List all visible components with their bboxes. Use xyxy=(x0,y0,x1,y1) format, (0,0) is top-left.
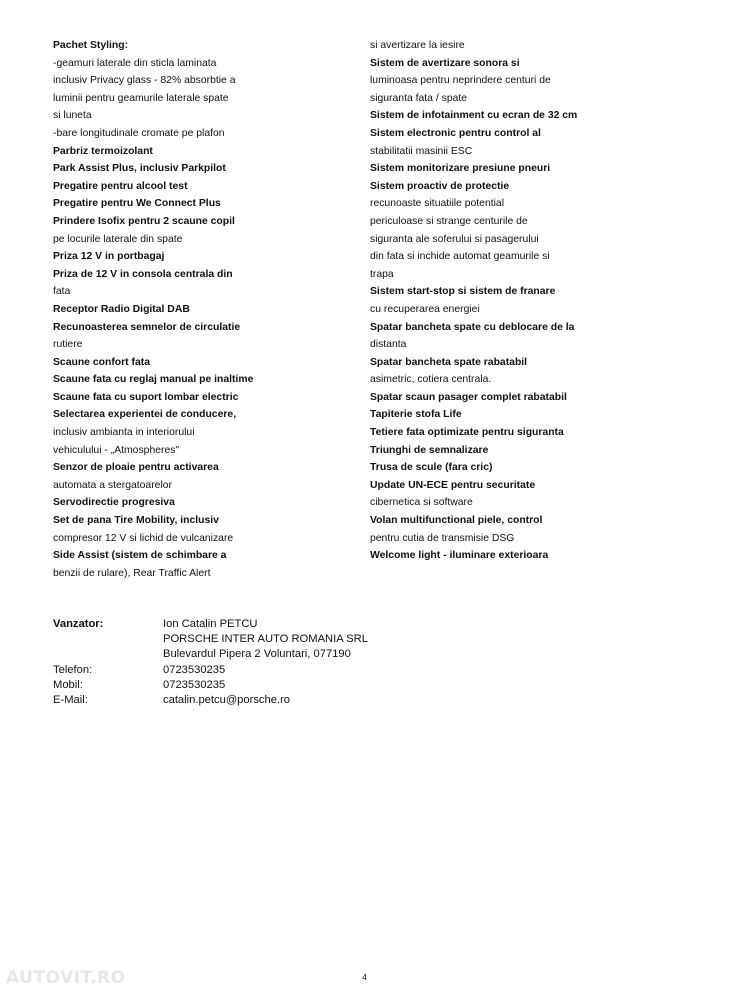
equipment-item-detail: pentru cutia de transmisie DSG xyxy=(370,532,515,544)
equipment-item-title: Trusa de scule (fara cric) xyxy=(370,462,493,474)
equipment-item-detail: distanta xyxy=(370,339,407,351)
page-number: 4 xyxy=(362,972,367,982)
equipment-item-detail: fata xyxy=(53,286,71,298)
phone-row xyxy=(53,663,368,678)
equipment-item-detail: siguranta fata / spate xyxy=(370,92,468,104)
equipment-item-title: Spatar bancheta spate rabatabil xyxy=(370,356,528,368)
equipment-item-title: Scaune confort fata xyxy=(53,356,150,368)
equipment-item-title: Scaune fata cu reglaj manual pe inaltime xyxy=(53,374,254,386)
equipment-item-title: Side Assist (sistem de schimbare a xyxy=(53,550,227,562)
equipment-item-detail: luminii pentru geamurile laterale spate xyxy=(53,92,229,104)
equipment-item-title: Selectarea experientei de conducere, xyxy=(53,409,237,421)
equipment-item-title: Sistem de infotainment cu ecran de 32 cm xyxy=(370,110,578,122)
seller-row xyxy=(53,617,368,632)
equipment-item-detail: cu recuperarea energiei xyxy=(370,303,480,315)
company-address: Bulevardul Pipera 2 Voluntari, 077190 xyxy=(163,648,351,661)
equipment-item-title: Prindere Isofix pentru 2 scaune copil xyxy=(53,215,235,227)
equipment-item-title: Pregatire pentru We Connect Plus xyxy=(53,198,221,210)
equipment-item-title: Priza 12 V in portbagaj xyxy=(53,251,165,263)
equipment-item-detail: cibernetica si software xyxy=(370,497,473,509)
equipment-item-detail: vehiculului - „Atmospheres" xyxy=(53,444,180,456)
address-row xyxy=(53,647,368,662)
mobile-row xyxy=(53,678,368,693)
equipment-item-title: Update UN-ECE pentru securitate xyxy=(370,479,536,491)
seller-name: Ion Catalin PETCU xyxy=(163,618,258,630)
phone-label: Telefon: xyxy=(53,663,93,676)
equipment-item-detail: din fata si inchide automat geamurile si xyxy=(370,251,550,263)
equipment-item-detail: asimetric, cotiera centrala. xyxy=(370,374,492,386)
equipment-item-title: Scaune fata cu suport lombar electric xyxy=(53,391,239,403)
equipment-item-detail: stabilitatii masinii ESC xyxy=(370,145,473,157)
equipment-item-title: Sistem de avertizare sonora si xyxy=(370,57,520,69)
email-value: catalin.petcu@porsche.ro xyxy=(163,693,291,706)
equipment-list-left xyxy=(53,37,353,582)
equipment-item-detail: benzii de rulare), Rear Traffic Alert xyxy=(53,567,211,579)
equipment-item-detail: pe locurile laterale din spate xyxy=(53,233,183,245)
equipment-item-detail: inclusiv ambianta in interiorului xyxy=(53,427,195,439)
company-name: PORSCHE INTER AUTO ROMANIA SRL xyxy=(163,633,368,646)
mobile-label: Mobil: xyxy=(53,678,83,691)
equipment-item-detail: trapa xyxy=(370,268,394,280)
equipment-item-title: Sistem start-stop si sistem de franare xyxy=(370,286,556,298)
seller-contact xyxy=(53,617,368,708)
watermark-logo: AUTOVIT.RO xyxy=(6,968,126,988)
equipment-item-title: Spatar scaun pasager complet rabatabil xyxy=(370,391,567,403)
equipment-item-title: Tapiterie stofa Life xyxy=(370,409,462,421)
equipment-item-detail: si avertizare la iesire xyxy=(370,40,465,51)
equipment-item-title: Set de pana Tire Mobility, inclusiv xyxy=(53,515,219,527)
equipment-item-title: Park Assist Plus, inclusiv Parkpilot xyxy=(53,163,226,175)
equipment-item-title: Priza de 12 V in consola centrala din xyxy=(53,268,233,280)
equipment-item-title: Welcome light - iluminare exterioara xyxy=(370,550,549,562)
equipment-item-title: Tetiere fata optimizate pentru siguranta xyxy=(370,427,564,439)
company-row xyxy=(53,632,368,647)
equipment-item-detail: periculoase si strange centurile de xyxy=(370,215,528,227)
equipment-item-title: Receptor Radio Digital DAB xyxy=(53,303,190,315)
equipment-item-title: Volan multifunctional piele, control xyxy=(370,515,543,527)
equipment-item-detail: si luneta xyxy=(53,110,92,122)
phone-value: 0723530235 xyxy=(163,663,226,676)
equipment-item-title: Parbriz termoizolant xyxy=(53,145,153,157)
equipment-item-detail: inclusiv Privacy glass - 82% absorbtie a xyxy=(53,75,236,87)
equipment-item-title: Sistem monitorizare presiune pneuri xyxy=(370,163,551,175)
equipment-item-title: Spatar bancheta spate cu deblocare de la xyxy=(370,321,575,333)
equipment-item-detail: compresor 12 V si lichid de vulcanizare xyxy=(53,532,234,544)
equipment-item-detail: luminoasa pentru neprindere centuri de xyxy=(370,75,551,87)
equipment-item-detail: -bare longitudinale cromate pe plafon xyxy=(53,127,225,139)
equipment-item-title: Sistem proactiv de protectie xyxy=(370,180,510,192)
equipment-item-title: Sistem electronic pentru control al xyxy=(370,127,541,139)
equipment-item-title: Pregatire pentru alcool test xyxy=(53,180,188,192)
equipment-item-title: Recunoasterea semnelor de circulatie xyxy=(53,321,241,333)
equipment-item-detail: automata a stergatoarelor xyxy=(53,479,172,491)
seller-label: Vanzator: xyxy=(53,618,104,630)
equipment-item-detail: recunoaste situatiile potential xyxy=(370,198,505,210)
equipment-list-right xyxy=(370,37,700,565)
mobile-value: 0723530235 xyxy=(163,678,226,691)
equipment-item-title: Pachet Styling: xyxy=(53,40,129,51)
equipment-item-title: Servodirectie progresiva xyxy=(53,497,175,509)
equipment-item-title: Senzor de ploaie pentru activarea xyxy=(53,462,219,474)
equipment-item-detail: -geamuri laterale din sticla laminata xyxy=(53,57,217,69)
email-label: E-Mail: xyxy=(53,693,88,706)
equipment-item-title: Triunghi de semnalizare xyxy=(370,444,489,456)
equipment-item-detail: rutiere xyxy=(53,339,83,351)
email-row xyxy=(53,693,368,708)
equipment-item-detail: siguranta ale soferului si pasagerului xyxy=(370,233,539,245)
